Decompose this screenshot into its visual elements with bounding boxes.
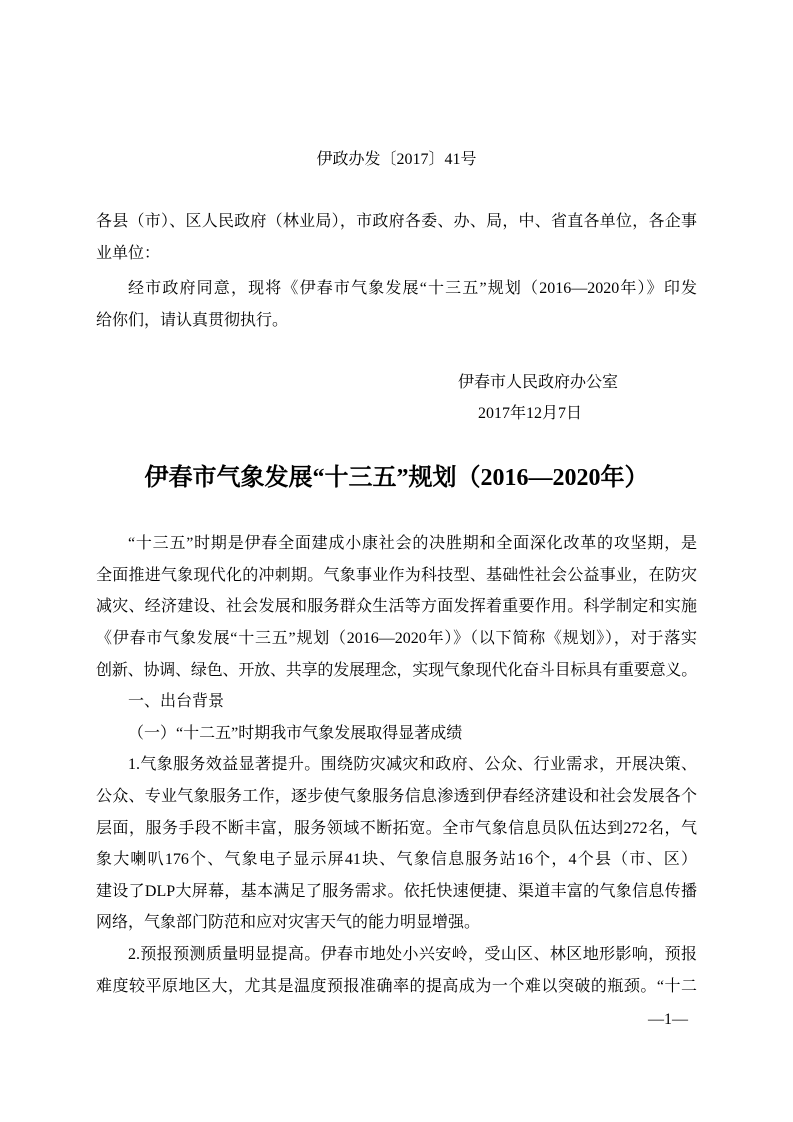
text-line: 公众、专业气象服务工作，逐步使气象服务信息渗透到伊春经济建设和社会发展各个: [96, 787, 697, 805]
text-line: 1.气象服务效益显著提升。围绕防灾减灾和政府、公众、行业需求，开展决策、: [128, 756, 697, 774]
text-line: 建设了DLP大屏幕，基本满足了服务需求。依托快速便捷、渠道丰富的气象信息传播: [96, 882, 697, 900]
issuing-office: 伊春市人民政府办公室: [458, 374, 619, 392]
notice-paragraph: [96, 273, 697, 336]
text-line: 《伊春市气象发展“十三五”规划（2016—2020年）》（以下简称《规划》），对于落实: [96, 629, 697, 647]
text-line: 网络，气象部门防范和应对灾害天气的能力明显增强。: [96, 914, 481, 932]
subsection-heading: （一）“十二五”时期我市气象发展取得显著成绩: [128, 724, 463, 742]
text-line: “十三五”时期是伊春全面建成小康社会的决胜期和全面深化改革的攻坚期，是: [128, 535, 697, 553]
text-line: 象大喇叭176个、气象电子显示屏41块、气象信息服务站16个，4个县（市、区）: [96, 851, 697, 869]
intro-paragraph: [96, 528, 697, 686]
issue-date: 2017年12月7日: [478, 405, 583, 423]
notice-line: 经市政府同意，现将《伊春市气象发展“十三五”规划（2016—2020年）》印发: [128, 280, 697, 298]
document-body: [96, 528, 697, 1002]
document-title: 伊春市气象发展“十三五”规划（2016—2020年）: [144, 465, 649, 491]
document-number: 伊政办发〔2017〕41号: [316, 151, 477, 169]
page-number: —1—: [648, 1011, 688, 1028]
text-line: 层面，服务手段不断丰富，服务领域不断拓宽。全市气象信息员队伍达到272名，气: [96, 819, 697, 837]
text-line: 创新、协调、绿色、开放、共享的发展理念，实现气象现代化奋斗目标具有重要意义。: [96, 661, 697, 679]
item-paragraph-forecast-quality: [96, 939, 697, 1002]
addressee-line: 各县（市）、区人民政府（林业局），市政府各委、办、局，中、省直各单位，各企事: [96, 213, 697, 231]
item-paragraph-service-benefits: [96, 749, 697, 939]
addressee-line: 业单位：: [96, 244, 161, 262]
section-heading: 一、出台背景: [128, 693, 225, 711]
text-line: 难度较平原地区大，尤其是温度预报准确率的提高成为一个难以突破的瓶颈。“十二: [96, 977, 697, 995]
text-line: 2.预报预测质量明显提高。伊春市地处小兴安岭，受山区、林区地形影响，预报: [128, 945, 697, 963]
addressee-paragraph: [96, 206, 697, 269]
notice-line: 给你们，请认真贯彻执行。: [96, 311, 289, 329]
text-line: 减灾、经济建设、社会发展和服务群众生活等方面发挥着重要作用。科学制定和实施: [96, 598, 697, 616]
text-line: 全面推进气象现代化的冲刺期。气象事业作为科技型、基础性社会公益事业，在防灾: [96, 566, 697, 584]
